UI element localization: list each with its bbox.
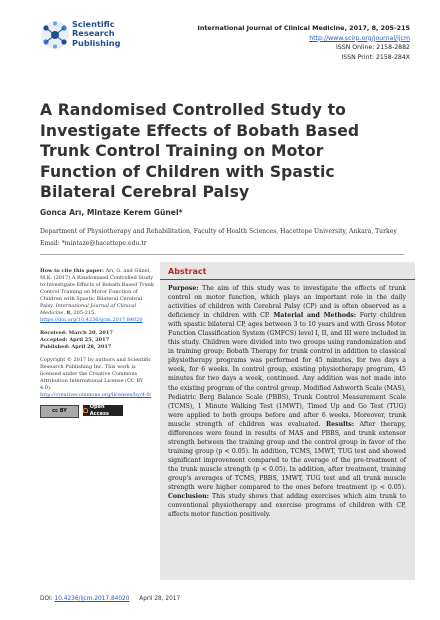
footer-doi-link[interactable]: 10.4236/ijcm.2017.84020 — [54, 596, 130, 602]
received-date: Received: March 20, 2017 — [40, 330, 113, 336]
paper-title: A Randomised Controlled Study to Investigate Effects of Bobath Based Trunk Control Training on Motor Function of Children with Spastic Bilateral Cerebral Palsy — [40, 101, 360, 201]
publisher-name — [72, 20, 121, 48]
copyright-text: Copyright © 2017 by authors and Scientific Research Publishing Inc. This work is licensed under the Creative Commons Attribution International License (CC BY 4.0). — [40, 357, 152, 391]
license-badges — [40, 405, 155, 418]
purpose-label: Purpose: — [168, 285, 199, 292]
conclusion-text: This study shows that adding exercises which aim trunk to conventional physiotherapy and exercise programs of children with CP, affects motor function positively. — [168, 493, 406, 519]
author-email: Email: *mintaze@hacettepe.edu.tr — [40, 240, 147, 247]
footer-date: April 28, 2017 — [139, 596, 181, 602]
copyright-block — [40, 357, 155, 399]
author-affiliation: Department of Physiotherapy and Rehabilitation, Faculty of Health Sciences, Hacettepe University, Ankara, Turkey — [40, 228, 397, 235]
article-sidebar — [40, 268, 155, 418]
header-divider — [40, 254, 404, 255]
citation-doi-link[interactable]: https://doi.org/10.4236/ijcm.2017.84020 — [40, 317, 143, 323]
citation-volume: 8, — [66, 310, 72, 316]
journal-title: International Journal of Clinical Medicine, 2017, 8, 205-215 — [197, 24, 410, 32]
conclusion-label: Conclusion: — [168, 493, 209, 501]
methods-label: Material and Methods: — [269, 312, 357, 320]
publisher-name-line: Research — [72, 28, 115, 39]
accepted-date: Accepted: April 25, 2017 — [40, 337, 110, 343]
citation-label: How to cite this paper: — [40, 268, 104, 274]
publisher-name-line: Publishing — [72, 37, 121, 48]
journal-url-link[interactable]: http://www.scirp.org/journal/ijcm — [309, 34, 410, 42]
open-access-badge[interactable] — [83, 405, 123, 416]
issn-print: ISSN Print: 2158-284X — [341, 53, 410, 61]
published-date: Published: April 28, 2017 — [40, 344, 112, 350]
open-access-label: Open Access — [89, 403, 109, 417]
purpose-text: The aim of this study was to investigate the effects of trunk control on motor function, which plays an important role in the daily activities of children with Cerebral Palsy (CP) and is often observed as a deficiency in children with CP. — [168, 285, 406, 320]
journal-info — [197, 24, 410, 62]
publisher-name-line: Scientific — [72, 19, 115, 29]
citation-text: Arı, G. and Günel, M.K. (2017) A Randomised Controlled Study to Investigate Effects of Bobath Based Trunk Control Training on Motor Function of Children with Spastic Bilateral Cerebral Palsy. — [40, 268, 154, 309]
abstract-box — [160, 262, 415, 580]
abstract-text — [168, 284, 406, 519]
methods-text: Forty children with spastic bilateral CP, ages between 3 to 10 years and with Gross Motor Function Classification System (GMFCS) level I, II, and III were included in this study. Children were divided into two groups using randomization and in training group; Bobath Therapy for trunk control in addition to classical physiotherapy programs was performed for 45 minutes, for two days a week, for 6 weeks. In control group, existing physiotherapy program, 45 minutes for two days a week, continued. Any addition was not made into the existing program of the control group. Modified Ashworth Scale (MAS), Pediatric Berg Balance Scale (PBBS), Trunk Control Measurement Scale (TCMS), 1 Minute Walking Test (1MWT), Timed Up and Go Test (TUG) were applied to both groups before and after 6 weeks. Moreover, trunk muscle strength of children was evaluated. — [168, 312, 406, 428]
citation-journal: International Journal of Clinical Medicine, — [40, 303, 137, 316]
cc-by-badge[interactable] — [40, 405, 79, 418]
cc-by-badge-label: cc BY — [52, 408, 67, 414]
publisher-logo — [40, 18, 160, 64]
results-label: Results: — [320, 420, 355, 428]
page-footer — [40, 596, 180, 602]
abstract-heading: Abstract — [168, 267, 207, 276]
abstract-divider — [160, 279, 415, 280]
license-link[interactable]: http://creativecommons.org/licenses/by/4.0/ — [40, 392, 152, 398]
citation-pages: 205-215. — [73, 310, 96, 316]
citation-block — [40, 268, 155, 324]
open-lock-icon — [83, 408, 88, 413]
paper-authors: Gonca Arı, Mintaze Kerem Günel* — [40, 208, 183, 217]
footer-doi-label: DOI: — [40, 596, 53, 602]
issn-online: ISSN Online: 2158-2882 — [335, 44, 410, 52]
scirp-logo-icon — [40, 20, 70, 50]
results-text: After therapy, differences were found in results of MAS and PBBS, and trunk extensor strength between the training group and the control group in favor of the training group (p < 0.05). In addition, TCMS, 1MWT, TUG test and showed significant improvement compared to the average of the pre-treatment of the trunk muscle strength (p < 0.05). In addition, after treatment, training group's averages of TCMS, PBBS, 1MWT, TUG test and all trunk muscle strength were higher compared to the ones before treatment (p < 0.05). — [168, 420, 406, 492]
article-dates — [40, 330, 155, 351]
